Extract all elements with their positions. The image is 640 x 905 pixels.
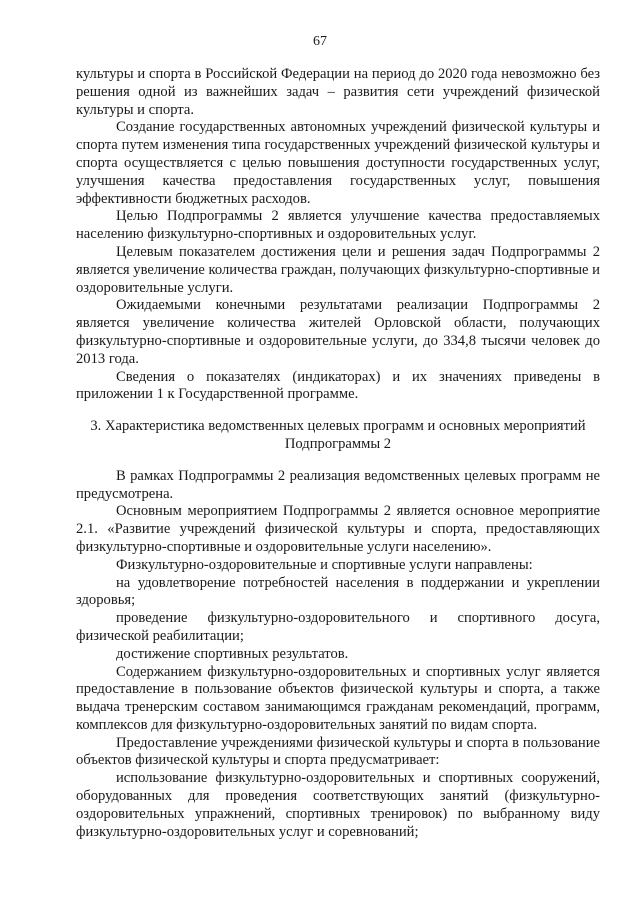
paragraph: Основным мероприятием Подпрограммы 2 является основное мероприятие 2.1. «Развитие учреждений физической культуры и спорта, предоставляющих физкультурно-спортивные и оздоровительные услуги населению». — [76, 503, 600, 555]
page-number: 67 — [313, 34, 327, 49]
paragraph: Ожидаемыми конечными результатами реализации Подпрограммы 2 является увеличение количества жителей Орловской области, получающих физкультурно-спортивные и оздоровительные услуги, до 334,8 тысячи человек до 2013 года. — [76, 297, 600, 367]
section-heading-line2: Подпрограммы 2 — [284, 435, 392, 452]
list-item: на удовлетворение потребностей населения в поддержании и укреплении здоровья; — [76, 574, 600, 609]
paragraph: Физкультурно-оздоровительные и спортивные услуги направлены: — [116, 556, 533, 573]
list-item: достижение спортивных результатов. — [116, 645, 349, 662]
paragraph: В рамках Подпрограммы 2 реализация ведомственных целевых программ не предусмотрена. — [76, 467, 600, 502]
paragraph: Предоставление учреждениями физической культуры и спорта в пользование объектов физической культуры и спорта предусматривает: — [76, 734, 600, 769]
paragraph: культуры и спорта в Российской Федерации на период до 2020 года невозможно без решения одной из важнейших задач – развития сети учреждений физической культуры и спорта. — [76, 66, 600, 118]
section-heading-line1: 3. Характеристика ведомственных целевых программ и основных мероприятий — [90, 418, 586, 435]
paragraph: Содержанием физкультурно-оздоровительных и спортивных услуг является предоставление в пользование объектов физической культуры и спорта, а также выдача тренерским составом занимающимся гражданам рекомендаций, программ, комплексов для физкультурно-оздоровительных занятий по видам спорта. — [76, 663, 600, 733]
list-item: использование физкультурно-оздоровительных и спортивных сооружений, оборудованных для проведения соответствующих занятий (физкультурно-оздоровительных упражнений, спортивных тренировок) по выбранному виду физкультурно-оздоровительных услуг и соревнований; — [76, 770, 600, 840]
list-item: проведение физкультурно-оздоровительного и спортивного досуга, физической реабилитации; — [76, 610, 600, 644]
paragraph: Целевым показателем достижения цели и решения задач Подпрограммы 2 является увеличение количества граждан, получающих физкультурно-спортивные и оздоровительные услуги. — [76, 243, 600, 296]
section-heading — [76, 418, 600, 454]
paragraph: Целью Подпрограммы 2 является улучшение качества предоставляемых населению физкультурно-спортивных и оздоровительных услуг. — [76, 208, 600, 243]
document-body — [76, 66, 600, 841]
paragraph: Сведения о показателях (индикаторах) и их значениях приведены в приложении 1 к Государственной программе. — [76, 368, 600, 403]
paragraph: Создание государственных автономных учреждений физической культуры и спорта путем изменения типа государственных учреждений физической культуры и спорта осуществляется с целью повышения доступности государственных услуг, улучшения качества предоставления государственных услуг, повышения эффективности бюджетных расходов. — [76, 119, 600, 207]
